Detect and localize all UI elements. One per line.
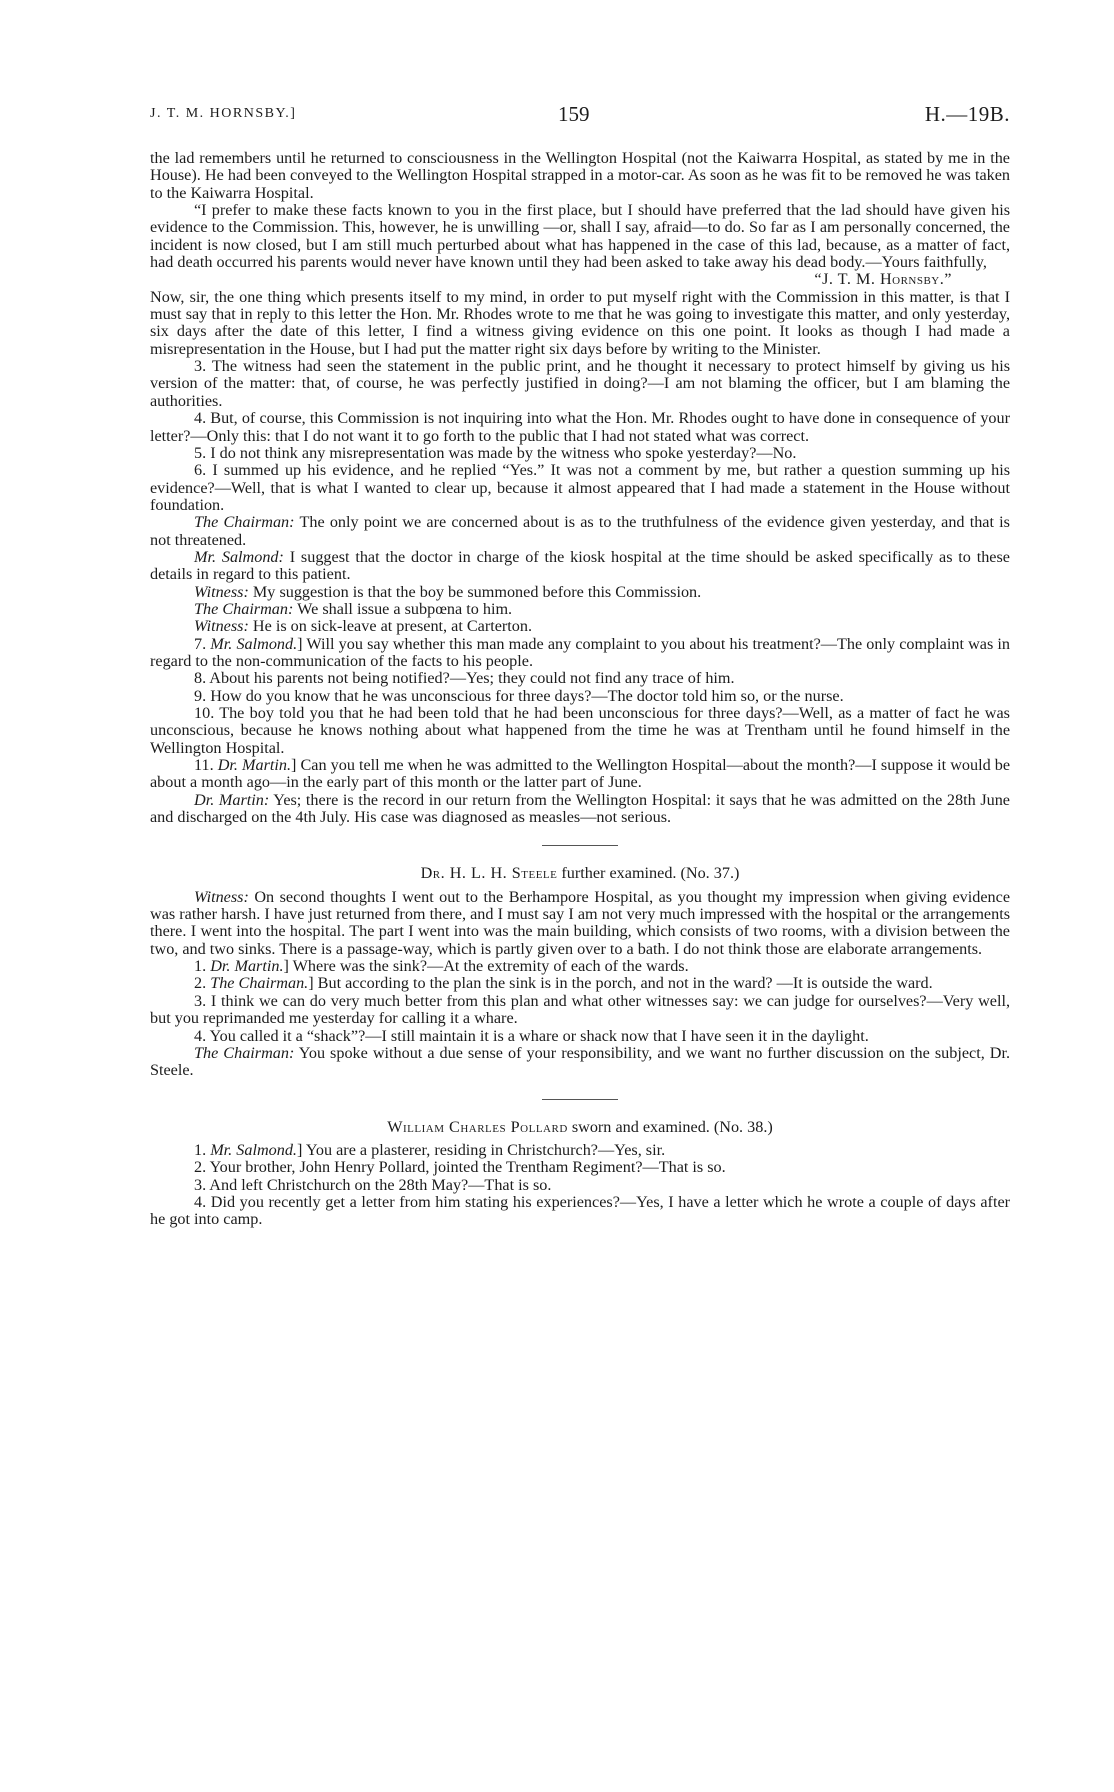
- question-answer: [150, 688, 1010, 705]
- speech: Yes; there is the record in our return from the Wellington Hospital: it says that he was admitted on the 28th June and discharged on the 4th July. His case was diagnosed as measles—not serious.: [150, 790, 1010, 827]
- speaker: The Chairman:: [194, 513, 295, 532]
- page-number: 159: [558, 102, 590, 126]
- speech: On second thoughts I went out to the Berhampore Hospital, as you thought my impression when giving evidence was rather harsh. I have just returned from there, and I must say I am not very much impressed with the hospital or the arrangements there. I went into the hospital. The part I went into was the main building, which consists of two rooms, with a division between the two, and two sinks. There is a passage-way, which is partly given over to a bath. I do not think those are elaborate arrangements.: [150, 887, 1010, 958]
- page-header: [150, 102, 1010, 132]
- speech: He is on sick-leave at present, at Carterton.: [248, 617, 533, 636]
- qa-text: The boy told you that he had been told that he had been unconscious for three days?—Well, as a matter of fact he was unconscious, because he knows nothing about what happened from the time he was at Trentham until he found himself in the Wellington Hospital.: [150, 704, 1010, 757]
- question-answer: [150, 705, 1010, 757]
- question-answer: [150, 1194, 1010, 1229]
- question-number: 11.: [194, 756, 214, 775]
- speech: My suggestion is that the boy be summoned before this Commission.: [248, 582, 702, 601]
- speaker: Mr. Salmond.: [210, 1140, 297, 1159]
- dialogue-line: [150, 549, 1010, 584]
- question-number: 3.: [194, 991, 207, 1010]
- qa-text: And left Christchurch on the 28th May?—That is so.: [209, 1175, 552, 1194]
- witness-statement: [150, 889, 1010, 958]
- question-number: 1.: [194, 957, 207, 976]
- qa-text: ] But according to the plan the sink is in the porch, and not in the ward? —It is outside the ward.: [308, 974, 933, 993]
- document-reference: H.—19B.: [924, 102, 1010, 126]
- witness-name: Dr. H. L. H. Steele: [420, 864, 558, 883]
- speaker: Dr. Martin.: [210, 957, 284, 976]
- question-answer: [150, 958, 1010, 975]
- dialogue-line: [150, 1045, 1010, 1080]
- dialogue-line: [150, 514, 1010, 549]
- dialogue-line: [150, 601, 1010, 618]
- paragraph: the lad remembers until he returned to consciousness in the Wellington Hospital (not the Kaiwarra Hospital, as stated by me in the House). He had been conveyed to the Wellington Hospital strapped in a motor-car. As soon as he was fit to be removed he was taken to the Kaiwarra Hospital.: [150, 149, 1010, 202]
- qa-text: ] Where was the sink?—At the extremity of each of the wards.: [283, 957, 689, 976]
- section-heading: [150, 865, 1010, 882]
- qa-text: Did you recently get a letter from him stating his experiences?—Yes, I have a letter which he wrote a couple of days after he got into camp.: [150, 1192, 1011, 1229]
- question-number: 2.: [194, 1158, 207, 1177]
- question-number: 3.: [194, 1175, 207, 1194]
- section-divider: [542, 1099, 618, 1100]
- speaker: Mr. Salmond:: [194, 547, 284, 566]
- question-number: 1.: [194, 1140, 207, 1159]
- question-answer: [150, 1177, 1010, 1194]
- section-divider: [542, 845, 618, 846]
- speaker: Witness:: [194, 617, 249, 636]
- speaker: The Chairman:: [194, 599, 294, 618]
- qa-text: How do you know that he was unconscious for three days?—The doctor told him so, or the nurse.: [210, 686, 844, 705]
- paragraph: Now, sir, the one thing which presents itself to my mind, in order to put myself right with the Commission in this matter, is that I must say that in reply to this letter the Hon. Mr. Rhodes wrote to me that he was going to investigate this matter, and only yesterday, six days after the date of this letter, I find a witness giving evidence on this one point. It looks as though I had made a misrepresentation in the House, but I had put the matter right six days before by writing to the Minister.: [150, 287, 1010, 358]
- dialogue-line: [150, 584, 1010, 601]
- dialogue-line: [150, 792, 1010, 827]
- question-number: 8.: [194, 669, 207, 688]
- question-number: 4.: [194, 1026, 207, 1045]
- speaker: The Chairman.: [210, 974, 309, 993]
- qa-text: ] Can you tell me when he was admitted to the Wellington Hospital—about the month?—I suppose it would be about a month ago—in the early part of this month or the latter part of June.: [150, 756, 1011, 792]
- speech: We shall issue a subpœna to him.: [293, 599, 513, 618]
- heading-rest: sworn and examined. (No. 38.): [567, 1117, 773, 1136]
- speech: You spoke without a due sense of your responsibility, and we want no further discussion on the subject, Dr. Steele.: [150, 1043, 1010, 1080]
- qa-text: You called it a “shack”?—I still maintain it is a whare or shack now that I have seen it in the daylight.: [209, 1026, 869, 1045]
- qa-text: Your brother, John Henry Pollard, jointed the Trentham Regiment?—That is so.: [209, 1158, 726, 1177]
- speaker: Witness:: [194, 887, 249, 906]
- question-answer: [150, 1142, 1010, 1159]
- qa-text: ] You are a plasterer, residing in Christchurch?—Yes, sir.: [296, 1140, 666, 1159]
- qa-text: ] Will you say whether this man made any complaint to you about his treatment?—The only complaint was in regard to the non-communication of the facts to his people.: [150, 634, 1010, 670]
- speech: The only point we are concerned about is as to the truthfulness of the evidence given yesterday, and that is not threatened.: [150, 513, 1010, 549]
- dialogue-line: [150, 618, 1010, 635]
- speaker: The Chairman:: [194, 1043, 295, 1062]
- paragraph: 5. I do not think any misrepresentation was made by the witness who spoke yesterday?—No.: [194, 443, 797, 462]
- question-number: 9.: [194, 686, 207, 705]
- witness-name: William Charles Pollard: [387, 1117, 568, 1136]
- paragraph: 3. The witness had seen the statement in the public print, and he thought it necessary to protect himself by giving us his version of the matter: that, of course, he was perfectly justified in doing?—I am not blaming the officer, but I am blaming the authorities.: [150, 357, 1010, 410]
- letter-signature: “J. T. M. Hornsby.”: [814, 270, 952, 289]
- question-number: 7.: [194, 634, 207, 653]
- speech: I suggest that the doctor in charge of the kiosk hospital at the time should be asked specifically as to these details in regard to this patient.: [150, 547, 1010, 584]
- section-heading: [150, 1119, 1010, 1136]
- question-answer: [150, 975, 1010, 992]
- heading-rest: further examined. (No. 37.): [557, 864, 740, 883]
- speaker: Dr. Martin.: [217, 756, 292, 775]
- question-answer: [150, 1028, 1010, 1045]
- paragraph: “I prefer to make these facts known to you in the first place, but I should have preferred that the lad should have given his evidence to the Commission. This, however, he is unwilling —or, shall I say, afraid—to do. So far as I am personally concerned, the incident is now closed, but I am still much perturbed about what has happened in the case of this lad, because, as a matter of fact, had death occurred his parents would never have known until they had been asked to take away his dead body.—Yours faithfully,: [150, 201, 1010, 272]
- question-answer: [150, 757, 1010, 792]
- question-number: 2.: [194, 974, 207, 993]
- question-number: 4.: [194, 1192, 207, 1211]
- question-number: 10.: [194, 704, 215, 722]
- running-head-left: J. T. M. HORNSBY.]: [150, 106, 297, 121]
- speaker: Witness:: [194, 582, 249, 601]
- qa-text: About his parents not being notified?—Yes; they could not find any trace of him.: [209, 669, 735, 688]
- speaker: Mr. Salmond.: [210, 634, 298, 653]
- paragraph: 6. I summed up his evidence, and he replied “Yes.” It was not a comment by me, but rather a question summing up his evidence?—Well, that is what I wanted to clear up, because it almost appeared that I had made a statement in the House without foundation.: [150, 461, 1010, 514]
- paragraph: 4. But, of course, this Commission is not inquiring into what the Hon. Mr. Rhodes ought to have done in consequence of your letter?—Only this: that I do not want it to go forth to the public that I had not stated what was correct.: [150, 409, 1010, 445]
- question-answer: [150, 1159, 1010, 1176]
- document-body: [150, 150, 1010, 1229]
- question-answer: [150, 670, 1010, 687]
- question-answer: [150, 993, 1010, 1028]
- qa-text: I think we can do very much better from this plan and what other witnesses say: we can judge for ourselves?—Very well, but you reprimanded me yesterday for calling it a whare.: [150, 991, 1010, 1028]
- question-answer: [150, 636, 1010, 671]
- speaker: Dr. Martin:: [194, 790, 270, 809]
